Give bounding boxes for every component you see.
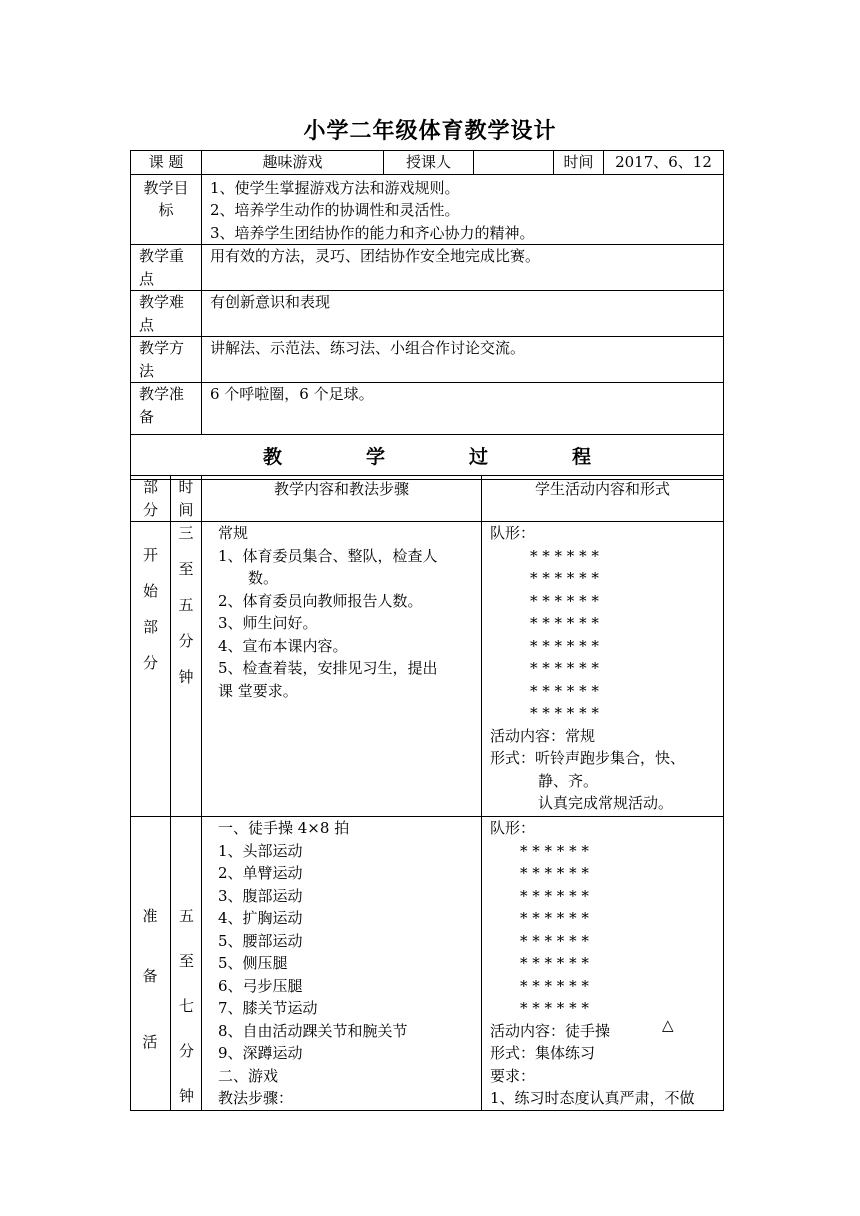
goals-row xyxy=(131,174,724,245)
difficulty-row xyxy=(131,291,724,337)
goal-item: 2、培养学生动作的协调性和灵活性。 xyxy=(210,201,460,219)
teacher-mark: △ xyxy=(662,1015,674,1034)
key-points-text: 用有效的方法，灵巧、团结协作安全地完成比赛。 xyxy=(202,245,724,291)
topic-label: 课 题 xyxy=(131,151,202,175)
col-time: 时 间 xyxy=(171,476,202,522)
section2-student: 队形： * * * * * * * * * * * * * * * * * * * * * * * * * * * * * * * * * * * * * * * * * * * * * * * * 活动内容：徒手操 △ 形式：集体练习 要求： 1、练习时态度认真严肃，不做 xyxy=(482,817,724,1111)
goals-label: 教学目 标 xyxy=(131,174,202,245)
section1-content: 常规 1、体育委员集合、整队，检查人 数。 2、体育委员向教师报告人数。 3、师生问好。 4、宣布本课内容。 5、检查着装，安排见习生，提出 课 堂要求。 xyxy=(202,522,482,817)
col-part: 部 分 xyxy=(131,476,171,522)
column-header-row xyxy=(131,476,724,522)
section1-part: 开 始 部 分 xyxy=(131,522,171,817)
section1-time: 三 至 五 分 钟 xyxy=(171,522,202,817)
key-points-row xyxy=(131,245,724,291)
goals-list xyxy=(202,174,724,245)
preparation-row xyxy=(131,383,724,435)
formation-label: 队形： xyxy=(490,524,536,542)
formation-stars: * * * * * * * * * * * * * * * * * * * * * * * * * * * * * * * * * * * * * * * * * * * * * * * * xyxy=(530,546,599,722)
col-content: 教学内容和教法步骤 xyxy=(202,476,482,522)
goal-item: 3、培养学生团结协作的能力和齐心协力的精神。 xyxy=(210,223,535,242)
topic-value: 趣味游戏 xyxy=(202,151,384,175)
time-value: 2017、6、12 xyxy=(604,151,724,175)
header-row xyxy=(131,151,724,175)
section2-content: 一、徒手操 4×8 拍 1、头部运动 2、单臂运动 3、腹部运动 4、扩胸运动 5、腰部运动 5、侧压腿 6、弓步压腿 7、膝关节运动 8、自由活动踝关节和腕关节 9、深蹲运动 二、游戏 教法步骤： xyxy=(202,817,482,1111)
process-title: 教 学 过 程 xyxy=(131,435,724,480)
difficulty-text: 有创新意识和表现 xyxy=(202,291,724,337)
key-points-label: 教学重 点 xyxy=(131,245,202,291)
section2-part-labels: 准 备 活 xyxy=(142,907,158,1051)
preparation-text: 6 个呼啦圈，6 个足球。 xyxy=(202,383,724,435)
section1-student: 队形： * * * * * * * * * * * * * * * * * * * * * * * * * * * * * * * * * * * * * * * * * * * * * * * * 活动内容：常规 形式：听铃声跑步集合，快、 静、齐。 认真完成常规活动。 xyxy=(482,522,724,817)
section-warmup-row xyxy=(131,817,724,1111)
time-label: 时间 xyxy=(554,151,604,175)
teacher-label: 授课人 xyxy=(384,151,474,175)
section-start-row xyxy=(131,522,724,817)
document-title: 小学二年级体育教学设计 xyxy=(303,118,557,144)
teacher-value xyxy=(474,151,554,175)
methods-label: 教学方 法 xyxy=(131,337,202,383)
process-title-row xyxy=(131,435,724,480)
difficulty-label: 教学难 点 xyxy=(131,291,202,337)
lesson-info-table xyxy=(130,150,724,480)
goal-item: 1、使学生掌握游戏方法和游戏规则。 xyxy=(210,178,460,197)
formation-label: 队形： xyxy=(490,819,536,837)
process-table xyxy=(130,475,724,1111)
col-student: 学生活动内容和形式 xyxy=(482,476,724,522)
methods-text: 讲解法、示范法、练习法、小组合作讨论交流。 xyxy=(202,337,724,383)
section2-time-labels: 五 至 七 分 钟 xyxy=(178,907,194,1105)
preparation-label: 教学准 备 xyxy=(131,383,202,435)
formation-stars: * * * * * * * * * * * * * * * * * * * * * * * * * * * * * * * * * * * * * * * * * * * * * * * * xyxy=(520,841,589,1017)
methods-row xyxy=(131,337,724,383)
